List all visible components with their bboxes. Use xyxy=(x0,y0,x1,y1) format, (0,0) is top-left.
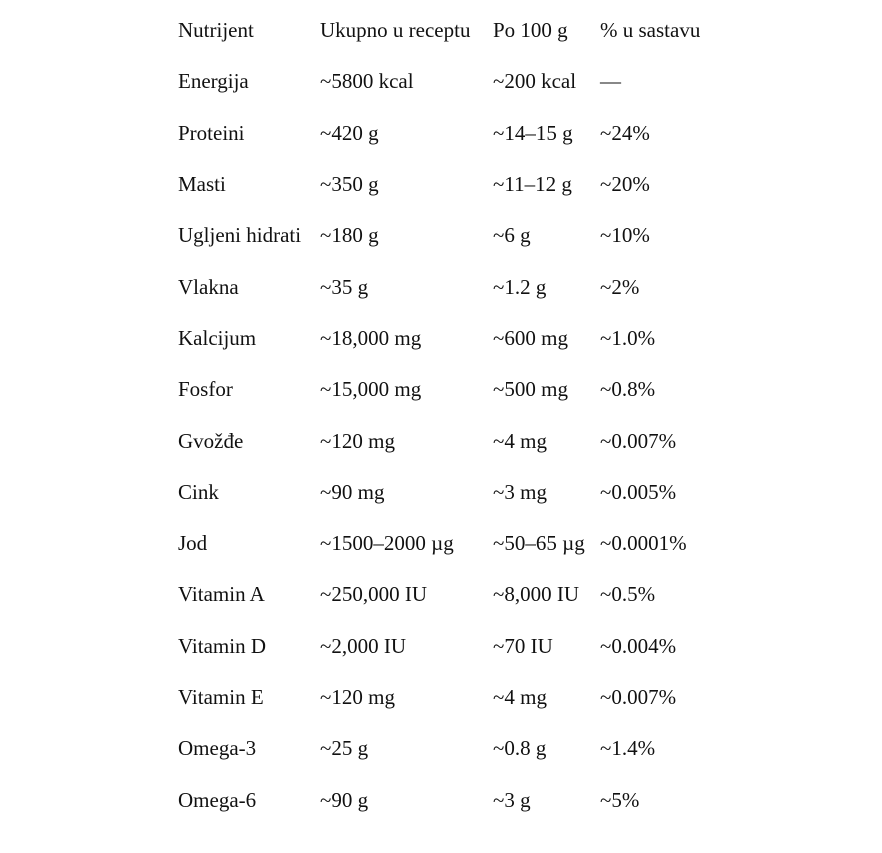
cell-per-100g: ~3 g xyxy=(493,787,531,812)
table-row xyxy=(178,313,730,364)
cell-total: ~420 g xyxy=(320,120,379,145)
table-row xyxy=(178,467,730,518)
cell-total: ~120 mg xyxy=(320,685,395,709)
cell-percent: — xyxy=(600,69,621,94)
cell-total: ~25 g xyxy=(320,736,369,761)
cell-nutrient: Ugljeni hidrati xyxy=(178,223,302,248)
header-percent-composition: % u sastavu xyxy=(600,18,701,43)
cell-total: ~15,000 mg xyxy=(320,377,422,402)
table-body xyxy=(178,56,730,825)
cell-percent: ~5% xyxy=(600,787,640,812)
cell-percent: ~0.004% xyxy=(600,633,677,658)
cell-total: ~1500–2000 µg xyxy=(320,531,454,556)
cell-percent: ~0.5% xyxy=(600,582,656,607)
table-row xyxy=(178,159,730,210)
table-row xyxy=(178,210,730,261)
nutrient-table xyxy=(178,5,730,826)
cell-total: ~5800 kcal xyxy=(320,69,414,94)
cell-total: ~250,000 IU xyxy=(320,582,428,607)
cell-per-100g: ~11–12 g xyxy=(493,172,572,197)
cell-percent: ~20% xyxy=(600,172,650,197)
cell-percent: ~1.4% xyxy=(600,736,656,761)
table-row xyxy=(178,261,730,312)
cell-percent: ~0.005% xyxy=(600,479,677,504)
table-row xyxy=(178,415,730,466)
cell-total: ~35 g xyxy=(320,274,369,299)
cell-total: ~2,000 IU xyxy=(320,633,407,658)
cell-total: ~350 g xyxy=(320,172,379,197)
cell-percent: ~0.0001% xyxy=(600,531,687,556)
cell-per-100g: ~6 g xyxy=(493,223,531,248)
cell-nutrient: Kalcijum xyxy=(178,325,257,350)
table-row xyxy=(178,723,730,774)
table-row xyxy=(178,518,730,569)
cell-per-100g: ~200 kcal xyxy=(493,69,577,94)
header-total-in-recipe: Ukupno u receptu xyxy=(320,18,471,43)
table-header-row xyxy=(178,5,730,56)
cell-percent: ~2% xyxy=(600,274,640,299)
cell-total: ~18,000 mg xyxy=(320,325,422,350)
cell-per-100g: ~4 mg xyxy=(493,428,547,453)
cell-total: ~120 mg xyxy=(320,428,395,453)
cell-percent: ~0.007% xyxy=(600,685,677,709)
cell-nutrient: Vlakna xyxy=(178,274,239,299)
cell-nutrient: Fosfor xyxy=(178,377,233,402)
table-row xyxy=(178,108,730,159)
cell-per-100g: ~4 mg xyxy=(493,685,547,709)
table-row xyxy=(178,621,730,672)
cell-nutrient: Vitamin A xyxy=(178,582,265,607)
cell-per-100g: ~70 IU xyxy=(493,633,553,658)
cell-percent: ~0.8% xyxy=(600,377,656,402)
cell-percent: ~10% xyxy=(600,223,650,248)
header-nutrient: Nutrijent xyxy=(178,18,254,43)
table-row xyxy=(178,364,730,415)
cell-percent: ~24% xyxy=(600,120,650,145)
cell-total: ~180 g xyxy=(320,223,379,248)
header-per-100g: Po 100 g xyxy=(493,18,568,43)
cell-per-100g: ~8,000 IU xyxy=(493,582,580,607)
table-row xyxy=(178,56,730,107)
cell-nutrient: Gvožđe xyxy=(178,428,244,453)
cell-nutrient: Vitamin E xyxy=(178,685,264,709)
cell-nutrient: Energija xyxy=(178,69,249,94)
cell-total: ~90 g xyxy=(320,787,369,812)
cell-per-100g: ~14–15 g xyxy=(493,120,573,145)
cell-nutrient: Masti xyxy=(178,172,226,197)
cell-per-100g: ~3 mg xyxy=(493,479,547,504)
cell-per-100g: ~50–65 µg xyxy=(493,531,585,556)
cell-nutrient: Vitamin D xyxy=(178,633,266,658)
cell-per-100g: ~600 mg xyxy=(493,325,568,350)
cell-per-100g: ~1.2 g xyxy=(493,274,547,299)
cell-nutrient: Cink xyxy=(178,479,219,504)
cell-nutrient: Omega-3 xyxy=(178,736,257,761)
cell-percent: ~1.0% xyxy=(600,325,656,350)
cell-nutrient: Omega-6 xyxy=(178,787,257,812)
cell-per-100g: ~500 mg xyxy=(493,377,568,402)
table-row xyxy=(178,774,730,825)
table-row xyxy=(178,672,730,723)
cell-nutrient: Jod xyxy=(178,531,208,556)
cell-nutrient: Proteini xyxy=(178,120,245,145)
table-row xyxy=(178,569,730,620)
cell-total: ~90 mg xyxy=(320,479,385,504)
cell-per-100g: ~0.8 g xyxy=(493,736,547,761)
cell-percent: ~0.007% xyxy=(600,428,677,453)
